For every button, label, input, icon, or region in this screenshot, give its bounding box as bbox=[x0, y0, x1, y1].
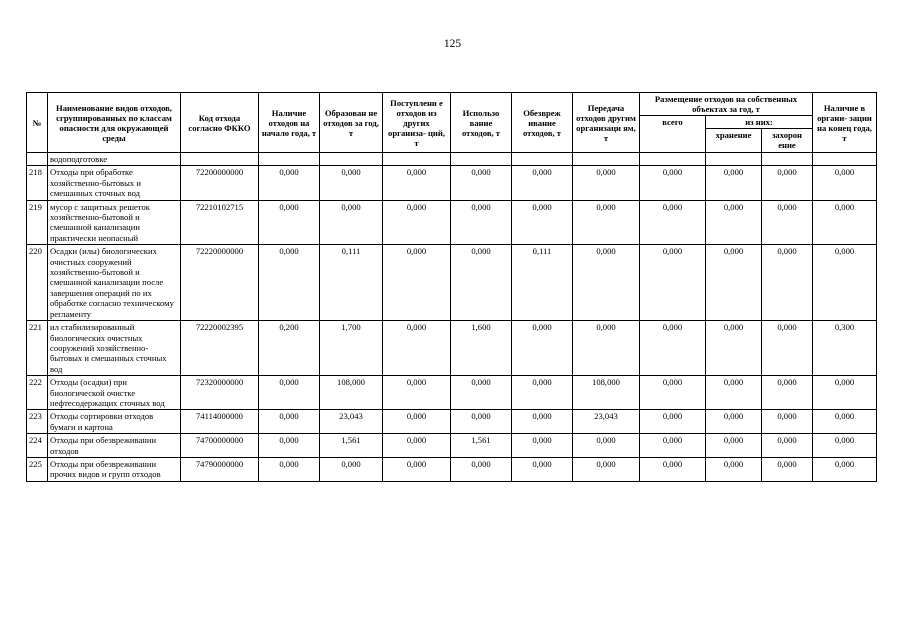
cell-code: 72210102715 bbox=[181, 200, 259, 245]
table-row bbox=[27, 200, 877, 245]
header-start: Наличие отходов на начало года, т bbox=[259, 93, 320, 153]
cell-neutralized: 0,000 bbox=[512, 376, 573, 410]
cell-storage: 0,000 bbox=[706, 245, 762, 321]
cell-start: 0,200 bbox=[259, 321, 320, 376]
cell-start: 0,000 bbox=[259, 410, 320, 434]
cell-end: 0,000 bbox=[813, 200, 877, 245]
cell-code: 74114000000 bbox=[181, 410, 259, 434]
cell-used: 1,561 bbox=[451, 434, 512, 458]
cell-start: 0,000 bbox=[259, 200, 320, 245]
cell-received: 0,000 bbox=[383, 166, 451, 200]
header-of-which: из них: bbox=[706, 116, 813, 129]
cell-transferred: 0,000 bbox=[573, 321, 640, 376]
header-formed: Образован не отходов за год, т bbox=[320, 93, 383, 153]
cell-code: 72200000000 bbox=[181, 166, 259, 200]
cell-total: 0,000 bbox=[640, 166, 706, 200]
cell-burial: 0,000 bbox=[762, 200, 813, 245]
cell-start: 0,000 bbox=[259, 376, 320, 410]
table-row bbox=[27, 321, 877, 376]
cell-name: Отходы при обработке хозяйственно-бытовых и смешанных сточных вод bbox=[48, 166, 181, 200]
header-placement: Размещение отходов на собственных объектах за год, т bbox=[640, 93, 813, 116]
cell-neutralized: 0,000 bbox=[512, 410, 573, 434]
cell-start: 0,000 bbox=[259, 434, 320, 458]
cell-burial: 0,000 bbox=[762, 457, 813, 481]
cell-end: 0,000 bbox=[813, 245, 877, 321]
cell-end: 0,000 bbox=[813, 376, 877, 410]
waste-table bbox=[26, 92, 877, 482]
header-received: Поступлени е отходов из других организа- ций, т bbox=[383, 93, 451, 153]
cell-neutralized: 0,000 bbox=[512, 457, 573, 481]
cell-num: 221 bbox=[27, 321, 48, 376]
cell-num: 223 bbox=[27, 410, 48, 434]
cell-transferred: 0,000 bbox=[573, 200, 640, 245]
cell-received: 0,000 bbox=[383, 457, 451, 481]
cell-burial: 0,000 bbox=[762, 321, 813, 376]
cell-received: 0,000 bbox=[383, 245, 451, 321]
header-total: всего bbox=[640, 116, 706, 153]
cell-end: 0,300 bbox=[813, 321, 877, 376]
cell-end: 0,000 bbox=[813, 434, 877, 458]
header-num: № bbox=[27, 93, 48, 153]
header-storage: хранение bbox=[706, 129, 762, 153]
cell-num: 219 bbox=[27, 200, 48, 245]
cell-burial: 0,000 bbox=[762, 245, 813, 321]
cell-name: Отходы при обезвреживании отходов bbox=[48, 434, 181, 458]
cell-end: 0,000 bbox=[813, 410, 877, 434]
cell-storage: 0,000 bbox=[706, 434, 762, 458]
table-row bbox=[27, 166, 877, 200]
cell-formed: 0,000 bbox=[320, 457, 383, 481]
header-burial: захорон ение bbox=[762, 129, 813, 153]
page-number: 125 bbox=[443, 38, 462, 50]
cell-used: 1,600 bbox=[451, 321, 512, 376]
cell-transferred: 108,000 bbox=[573, 376, 640, 410]
cell-transferred: 0,000 bbox=[573, 434, 640, 458]
cell-received: 0,000 bbox=[383, 434, 451, 458]
cell-transferred: 0,000 bbox=[573, 457, 640, 481]
cell-name: Осадки (илы) биологических очистных сооружений хозяйственно-бытовой и смешанной канализации после завершения операций по их обработке согласно техническому регламенту bbox=[48, 245, 181, 321]
table-row bbox=[27, 245, 877, 321]
cell-formed: 23,043 bbox=[320, 410, 383, 434]
continuation-row bbox=[27, 153, 877, 166]
cell-neutralized: 0,111 bbox=[512, 245, 573, 321]
cell-burial: 0,000 bbox=[762, 434, 813, 458]
cell-received: 0,000 bbox=[383, 200, 451, 245]
cell-neutralized: 0,000 bbox=[512, 321, 573, 376]
cell-start: 0,000 bbox=[259, 457, 320, 481]
header-end: Наличие в органи- зации на конец года, т bbox=[813, 93, 877, 153]
cell-total: 0,000 bbox=[640, 200, 706, 245]
cell-used: 0,000 bbox=[451, 166, 512, 200]
cell-num: 225 bbox=[27, 457, 48, 481]
cell-num: 218 bbox=[27, 166, 48, 200]
cell-burial: 0,000 bbox=[762, 376, 813, 410]
cell-used: 0,000 bbox=[451, 200, 512, 245]
cell-received: 0,000 bbox=[383, 321, 451, 376]
cell-received: 0,000 bbox=[383, 376, 451, 410]
cell-total: 0,000 bbox=[640, 376, 706, 410]
table-body bbox=[27, 153, 877, 482]
cell-storage: 0,000 bbox=[706, 166, 762, 200]
header-code: Код отхода согласно ФККО bbox=[181, 93, 259, 153]
cell-transferred: 23,043 bbox=[573, 410, 640, 434]
cell-total: 0,000 bbox=[640, 434, 706, 458]
cell-formed: 1,561 bbox=[320, 434, 383, 458]
cell-used: 0,000 bbox=[451, 245, 512, 321]
cell-formed: 108,000 bbox=[320, 376, 383, 410]
cell-storage: 0,000 bbox=[706, 410, 762, 434]
cell-num: 224 bbox=[27, 434, 48, 458]
table-row bbox=[27, 457, 877, 481]
table-row bbox=[27, 434, 877, 458]
cell-num: 220 bbox=[27, 245, 48, 321]
cell-total: 0,000 bbox=[640, 245, 706, 321]
table-header bbox=[27, 93, 877, 153]
header-used: Использо вание отходов, т bbox=[451, 93, 512, 153]
cell-name: Отходы при обезвреживании прочих видов и групп отходов bbox=[48, 457, 181, 481]
cell-storage: 0,000 bbox=[706, 321, 762, 376]
cell-name: Отходы (осадки) при биологической очистке нефтесодержащих сточных вод bbox=[48, 376, 181, 410]
cell-formed: 0,000 bbox=[320, 200, 383, 245]
cell-code: 74700000000 bbox=[181, 434, 259, 458]
cell-total: 0,000 bbox=[640, 321, 706, 376]
cell-used: 0,000 bbox=[451, 376, 512, 410]
cell-burial: 0,000 bbox=[762, 166, 813, 200]
header-name: Наименование видов отходов, сгруппированных по классам опасности для окружающей среды bbox=[48, 93, 181, 153]
cell-start: 0,000 bbox=[259, 245, 320, 321]
cell-used: 0,000 bbox=[451, 457, 512, 481]
cell-total: 0,000 bbox=[640, 410, 706, 434]
header-neutralized: Обезвреж ивание отходов, т bbox=[512, 93, 573, 153]
cell-transferred: 0,000 bbox=[573, 166, 640, 200]
cell-formed: 0,000 bbox=[320, 166, 383, 200]
cell-code: 72320000000 bbox=[181, 376, 259, 410]
cell-name: мусор с защитных решеток хозяйственно-бытовой и смешанной канализации практически неопасный bbox=[48, 200, 181, 245]
table-row bbox=[27, 410, 877, 434]
cell-storage: 0,000 bbox=[706, 376, 762, 410]
cell-burial: 0,000 bbox=[762, 410, 813, 434]
cell-end: 0,000 bbox=[813, 166, 877, 200]
cell-received: 0,000 bbox=[383, 410, 451, 434]
cell-name: Отходы сортировки отходов бумаги и картона bbox=[48, 410, 181, 434]
continuation-text: водоподготовке bbox=[48, 153, 181, 166]
cell-code: 74790000000 bbox=[181, 457, 259, 481]
cell-end: 0,000 bbox=[813, 457, 877, 481]
cell-storage: 0,000 bbox=[706, 200, 762, 245]
table-row bbox=[27, 376, 877, 410]
cell-formed: 1,700 bbox=[320, 321, 383, 376]
cell-formed: 0,111 bbox=[320, 245, 383, 321]
cell-neutralized: 0,000 bbox=[512, 200, 573, 245]
cell-code: 72220002395 bbox=[181, 321, 259, 376]
cell-storage: 0,000 bbox=[706, 457, 762, 481]
cell-start: 0,000 bbox=[259, 166, 320, 200]
cell-neutralized: 0,000 bbox=[512, 434, 573, 458]
cell-code: 72220000000 bbox=[181, 245, 259, 321]
cell-num: 222 bbox=[27, 376, 48, 410]
cell-used: 0,000 bbox=[451, 410, 512, 434]
cell-name: ил стабилизированный биологических очистных сооружений хозяйственно-бытовых и смешанных сточных вод bbox=[48, 321, 181, 376]
header-transferred: Передача отходов другим организаци ям, т bbox=[573, 93, 640, 153]
cell-transferred: 0,000 bbox=[573, 245, 640, 321]
cell-neutralized: 0,000 bbox=[512, 166, 573, 200]
cell-total: 0,000 bbox=[640, 457, 706, 481]
